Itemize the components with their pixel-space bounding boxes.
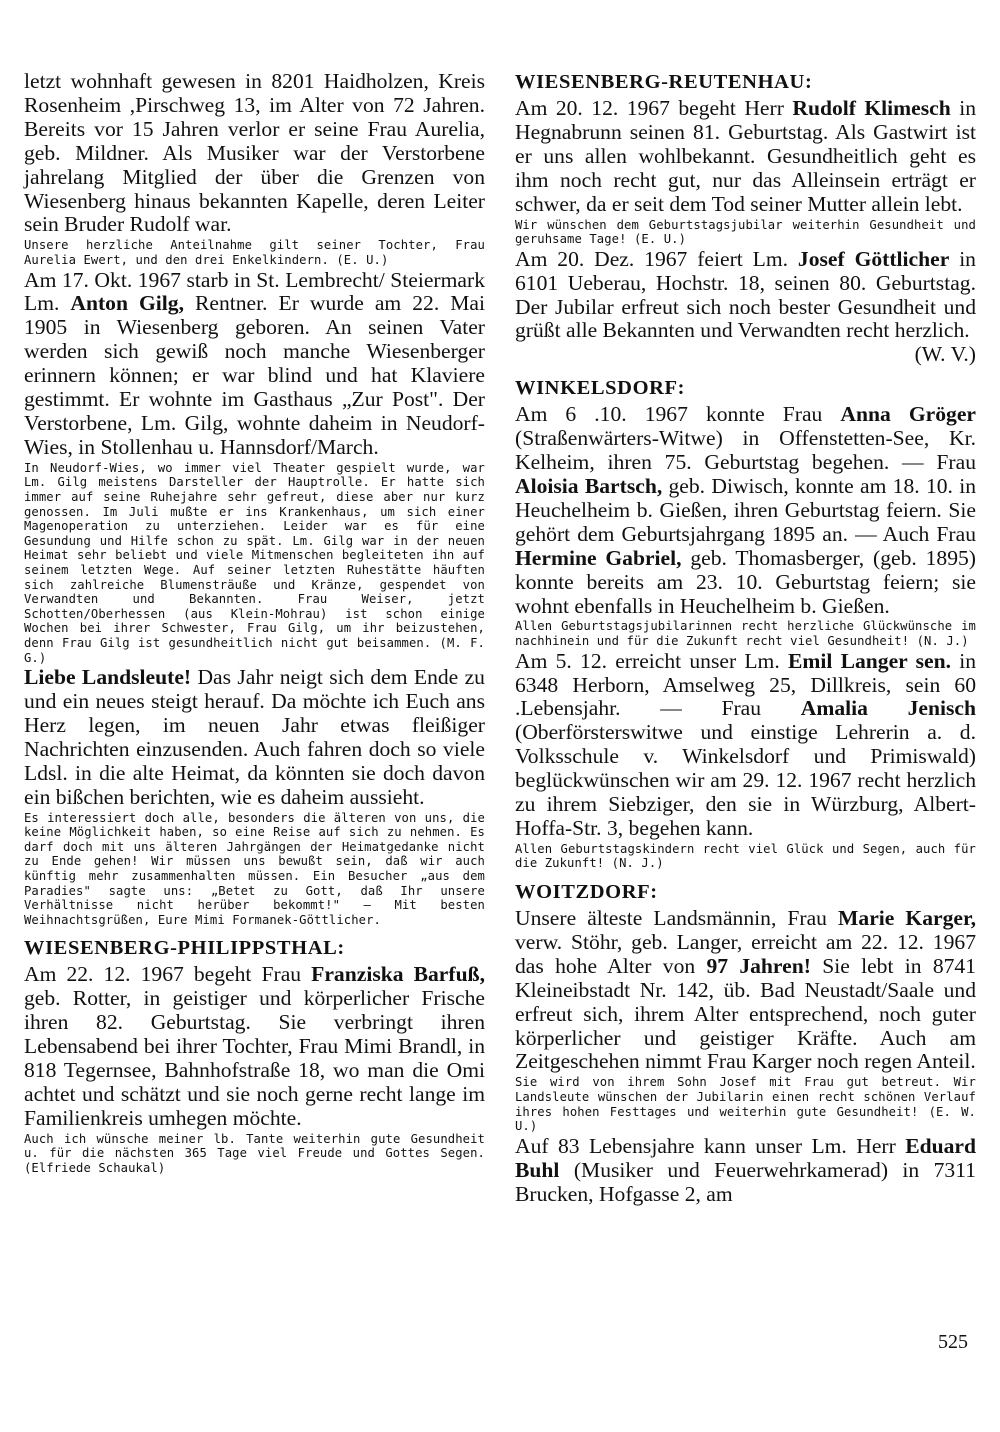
text-run: Am 6 .10. 1967 konnte Frau [515,402,841,427]
text-run: Rentner. Er wurde am 22. Mai 1905 in Wiesenberg geboren. An seinen Vater werden sich gewiß noch manche Wiesenberger erinnern können; er war blind und hat Klaviere gestimmt. Er wohnte im Gasthaus „Zur Post". Der Verstorbene, Lm. Gilg, wohnte daheim in Neudorf-Wies, in Stollenhau u. Hannsdorf/March. [24,291,485,459]
text-run: Wir wünschen dem Geburtstagsjubilar weiterhin Gesundheit und geruhsame Tage! (E. U.) [515,217,976,247]
text-run: Auf 83 Lebensjahre kann unser Lm. Herr [515,1133,906,1158]
text-run: geb. Rotter, in geistiger und körperlicher Frische ihren 82. Geburtstag. Sie verbringt ihren Lebensabend bei ihrer Tochter, Frau Mimi Brandl, in 818 Tegernsee, Bahnhofstraße 18, wo man die Omi achtet und schätzt und sie noch gerne recht lange im Familienkreis umhegen möchte. [24,986,485,1130]
text-run: Allen Geburtstagskindern recht viel Glück und Segen, auch für die Zukunft! (N. J.) [515,841,976,871]
text-run: Es interessiert doch alle, besonders die älteren von uns, die keine Möglichkeit haben, so eine Reise auf sich zu nehmen. Es darf doch mit uns älteren Jahrgängen der Heimatgedanke nicht zu Ende gehen! Wir müssen uns bewußt sein, daß wir auch künftig mehr zusammenhalten müssen. Ein Besucher „aus dem Paradies" sagte uns: „Betet zu Gott, daß Ihr unsere Verhältnisse nicht herüber bekommt!" — Mit besten Weihnachtsgrüßen, Eure Mimi Formanek-Göttlicher. [24,810,485,927]
text-run: Auch ich wünsche meiner lb. Tante weiterhin gute Gesundheit u. für die nächsten 365 Tage viel Freude und Gottes Segen. (Elfriede Schaukal) [24,1131,485,1175]
right-column [515,70,976,1206]
small-print-paragraph [515,218,976,247]
body-paragraph [24,269,485,460]
small-print-paragraph [24,238,485,267]
text-run: (Straßenwärters-Witwe) in Offenstetten-See, Kr. Kelheim, ihren 75. Geburtstag begehen. — Frau [515,426,976,475]
body-paragraph [515,403,976,618]
text-run: verw. Stöhr, geb. Langer, erreicht am 22. 12. 1967 das hohe Alter von [515,929,976,978]
text-run: in 6101 Ueberau, Hochstr. 18, seinen 80. Geburtstag. Der Jubilar erfreut sich noch bester Gesundheit und grüßt alle Bekannten und Verwandten recht herzlich. [515,246,976,343]
small-print-paragraph [24,1132,485,1176]
body-paragraph [515,1135,976,1207]
page-number: 525 [938,1331,968,1353]
bold-name: Hermine Gabriel, [515,545,682,570]
text-run: geb. Diwisch, konnte am 18. 10. in Heuchelheim b. Gießen, ihren Geburtstag feiern. Sie gehört dem Geburtsjahrgang 1895 an. — Auch Frau [515,473,977,546]
bold-name: Franziska Barfuß, [311,962,485,987]
text-run: letzt wohnhaft gewesen in 8201 Haidholzen, Kreis Rosenheim ,Pirschweg 13, im Alter von 72 Jahren. Bereits vor 15 Jahren verlor er seine Frau Aurelia, geb. Mildner. Als Musiker war der Verstorbene jahrelang Mitglied der über die Grenzen von Wiesenberg hinaus bekannten Kapelle, deren Leiter sein Bruder Rudolf war. [24,69,485,237]
small-print-paragraph [24,811,485,928]
section-heading: WIESENBERG-REUTENHAU: [515,71,813,93]
text-run: Unsere älteste Landsmännin, Frau [515,906,839,931]
text-run: in Hegnabrunn seinen 81. Geburtstag. Als Gastwirt ist er uns allen wohlbekannt. Gesundheitlich geht es ihm noch recht gut, nur das Alleinsein erträgt er schwer, da er seit dem Tod seiner Mutter allein lebt. [515,96,976,216]
text-run: (Oberförsterswitwe und einstige Lehrerin a. d. Volksschule v. Winkelsdorf und Primiswald) beglückwünschen wir am 29. 12. 1967 recht herzlich zu ihrem Siebziger, den sie in Würzburg, Albert-Hoffa-Str. 3, begehen kann. [515,720,976,840]
section-heading: WIESENBERG-PHILIPPSTHAL: [24,937,345,960]
body-paragraph [515,97,976,217]
text-run: Am 22. 12. 1967 begeht Frau [24,962,312,987]
bold-name: Josef Göttlicher [797,246,950,271]
bold-name: Emil Langer sen. [787,648,951,673]
body-paragraph [24,666,485,809]
small-print-paragraph [515,1075,976,1133]
text-run: Sie wird von ihrem Sohn Josef mit Frau gut betreut. Wir Landsleute wünschen der Jubilarin einen recht schönen Verlauf ihres hohen Festtages und weiterhin gute Gesundheit! (E. W. U.) [515,1075,976,1134]
bold-name: Marie Karger, [838,906,976,931]
bold-name: Anna Gröger [840,402,977,427]
bold-name: Anton Gilg, [70,291,184,316]
text-run: Am 20. Dez. 1967 feiert Lm. [515,246,798,271]
body-paragraph [515,650,976,841]
bold-name: Rudolf Klimesch [792,96,951,120]
text-run: Am 20. 12. 1967 begeht Herr [515,96,793,120]
text-run: Am 5. 12. erreicht unser Lm. [515,648,788,673]
text-run: In Neudorf-Wies, wo immer viel Theater gespielt wurde, war Lm. Gilg meistens Darsteller der Hauptrolle. Er hatte sich immer auf seine Ruhejahre sehr gefreut, diese aber nur kurz genossen. Im Juli mußte er ins Krankenhaus, um sich einer Magenoperation zu unterziehen. Leider war es für eine Gesundung und Hilfe schon zu spät. Lm. Gilg war in der neuen Heimat sehr beliebt und viele Mitmenschen begleiteten ihn auf seinem letzten Wege. Auf seiner letzten Ruhestätte häuften sich zahlreiche Blumensträuße und Kränze, gespendet von Verwandten und Bekannten. Frau Weiser, jetzt Schotten/Oberhessen (aus Klein-Mohrau) ist schon einige Wochen bei ihrer Schwester, Frau Gilg, um ihr beizustehen, denn Frau Gilg ist gesundheitlich nicht gut beisammen. (M. F. G.) [24,460,485,665]
text-run: Sie lebt in 8741 Kleineibstadt Nr. 142, üb. Bad Neustadt/Saale und erfreut sich, ihrem Alter entsprechend, noch guter körperlicher und geistiger Kräfte. Auch am Zeitgeschehen nimmt Frau Karger noch regen Anteil. [515,953,977,1074]
body-paragraph [515,907,976,1074]
small-print-paragraph [24,461,485,665]
text-run: in 6348 Herborn, Amselweg 25, Dillkreis, sein 60 .Lebensjahr. — Frau [515,648,976,721]
left-column [24,70,485,1176]
author-signature: (W. V.) [914,342,976,367]
bold-name: Amalia Jenisch [800,696,976,721]
bold-name: 97 Jahren! [706,953,811,978]
section-heading: WINKELSDORF: [515,377,686,400]
section-heading: WOITZDORF: [515,881,658,904]
bold-name: Aloisia Bartsch, [515,473,663,498]
text-run: Unsere herzliche Anteilnahme gilt seiner Tochter, Frau Aurelia Ewert, und den drei Enkelkindern. (E. U.) [24,238,485,267]
body-paragraph [24,963,485,1130]
text-run: Am 17. Okt. 1967 starb in St. Lembrecht/ Steiermark Lm. [24,267,485,316]
body-paragraph [515,248,976,368]
small-print-paragraph [515,842,976,871]
bold-name: Eduard Buhl [515,1133,976,1182]
text-run: Allen Geburtstagsjubilarinnen recht herzliche Glückwünsche im nachhinein und für die Zukunft recht viel Gesundheit! (N. J.) [515,619,976,648]
small-print-paragraph [515,619,976,648]
text-run: geb. Thomasberger, (geb. 1895) konnte bereits am 23. 10. Geburtstag feiern; sie wohnt ebenfalls in Heuchelheim b. Gießen. [515,545,976,618]
text-run: Das Jahr neigt sich dem Ende zu und ein neues steigt herauf. Da möchte ich Euch ans Herz legen, im neuen Jahr etwas fleißiger Nachrichten einzusenden. Auch fahren doch so viele Ldsl. in die alte Heimat, da könnten sie doch davon ein bißchen berichten, wie es daheim aussieht. [24,665,485,809]
body-paragraph [24,70,485,237]
bold-name: Liebe Landsleute! [24,665,192,690]
text-run: (Musiker und Feuerwehrkamerad) in 7311 Brucken, Hofgasse 2, am [515,1157,976,1206]
